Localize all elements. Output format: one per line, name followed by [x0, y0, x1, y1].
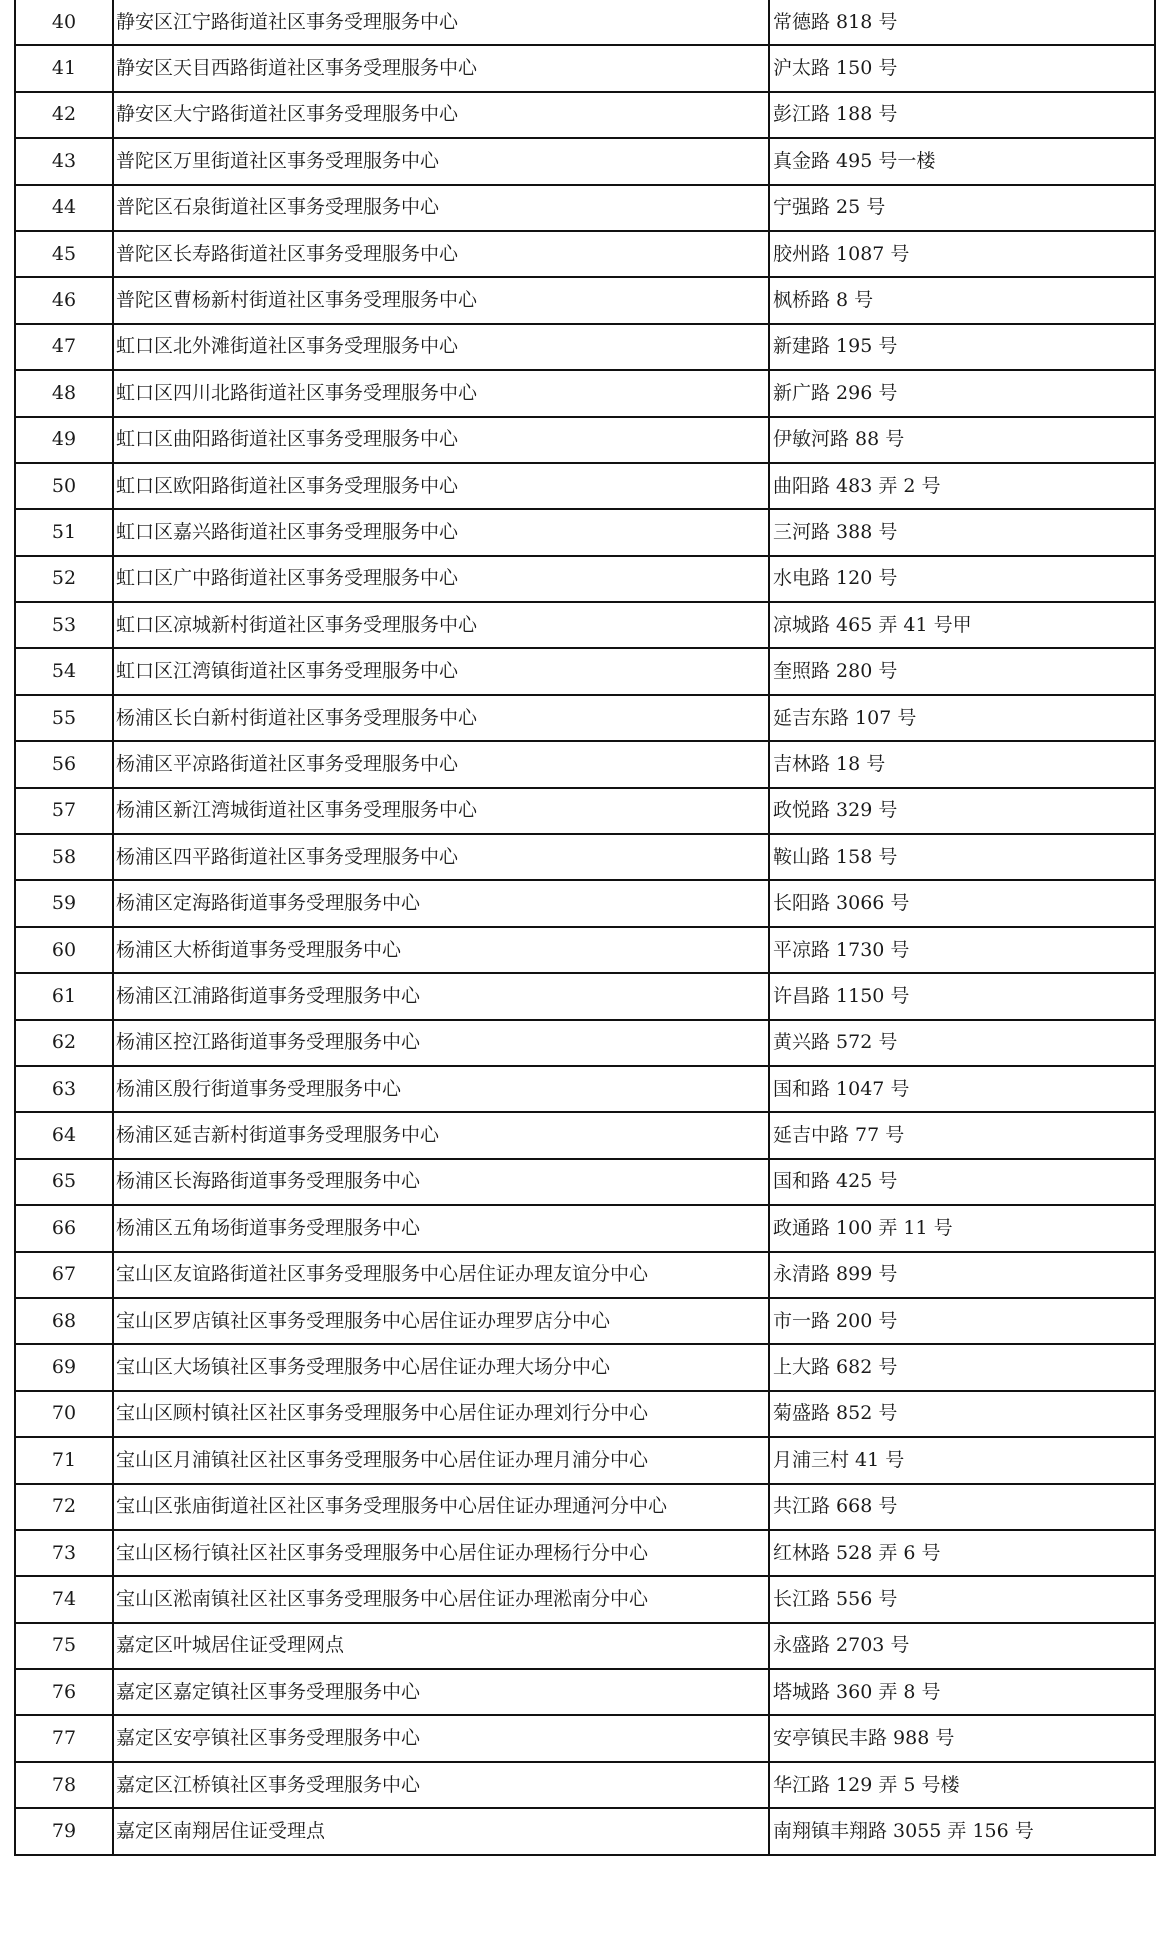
center-name-cell: 嘉定区南翔居住证受理点 — [113, 1808, 769, 1854]
row-number-cell: 79 — [15, 1808, 113, 1854]
center-name-cell: 宝山区友谊路街道社区事务受理服务中心居住证办理友谊分中心 — [113, 1252, 769, 1298]
row-number-cell: 54 — [15, 648, 113, 694]
table-row — [15, 1437, 1155, 1483]
address-cell: 鞍山路 158 号 — [769, 834, 1155, 880]
center-name-cell: 宝山区罗店镇社区事务受理服务中心居住证办理罗店分中心 — [113, 1298, 769, 1344]
center-name-cell: 普陀区长寿路街道社区事务受理服务中心 — [113, 231, 769, 277]
center-name-cell: 虹口区四川北路街道社区事务受理服务中心 — [113, 370, 769, 416]
center-name-cell: 杨浦区殷行街道事务受理服务中心 — [113, 1066, 769, 1112]
address-cell: 曲阳路 483 弄 2 号 — [769, 463, 1155, 509]
address-cell: 许昌路 1150 号 — [769, 973, 1155, 1019]
table-row — [15, 602, 1155, 648]
row-number-cell: 48 — [15, 370, 113, 416]
table-row — [15, 509, 1155, 555]
address-cell: 吉林路 18 号 — [769, 741, 1155, 787]
center-name-cell: 虹口区凉城新村街道社区事务受理服务中心 — [113, 602, 769, 648]
center-name-cell: 静安区天目西路街道社区事务受理服务中心 — [113, 45, 769, 91]
address-cell: 真金路 495 号一楼 — [769, 138, 1155, 184]
address-cell: 延吉东路 107 号 — [769, 695, 1155, 741]
table-row — [15, 185, 1155, 231]
center-name-cell: 杨浦区定海路街道事务受理服务中心 — [113, 880, 769, 926]
table-row — [15, 1391, 1155, 1437]
center-name-cell: 宝山区张庙街道社区社区事务受理服务中心居住证办理通河分中心 — [113, 1484, 769, 1530]
row-number-cell: 75 — [15, 1623, 113, 1669]
row-number-cell: 63 — [15, 1066, 113, 1112]
table-row — [15, 834, 1155, 880]
center-name-cell: 嘉定区叶城居住证受理网点 — [113, 1623, 769, 1669]
address-cell: 彭江路 188 号 — [769, 92, 1155, 138]
address-cell: 伊敏河路 88 号 — [769, 417, 1155, 463]
address-cell: 永清路 899 号 — [769, 1252, 1155, 1298]
center-name-cell: 静安区江宁路街道社区事务受理服务中心 — [113, 0, 769, 45]
address-cell: 塔城路 360 弄 8 号 — [769, 1669, 1155, 1715]
table-row — [15, 1484, 1155, 1530]
row-number-cell: 60 — [15, 927, 113, 973]
address-cell: 宁强路 25 号 — [769, 185, 1155, 231]
table-row — [15, 1066, 1155, 1112]
address-cell: 延吉中路 77 号 — [769, 1112, 1155, 1158]
row-number-cell: 64 — [15, 1112, 113, 1158]
center-name-cell: 杨浦区四平路街道社区事务受理服务中心 — [113, 834, 769, 880]
address-cell: 三河路 388 号 — [769, 509, 1155, 555]
address-cell: 沪太路 150 号 — [769, 45, 1155, 91]
table-row — [15, 741, 1155, 787]
row-number-cell: 52 — [15, 556, 113, 602]
center-name-cell: 普陀区万里街道社区事务受理服务中心 — [113, 138, 769, 184]
row-number-cell: 47 — [15, 324, 113, 370]
row-number-cell: 71 — [15, 1437, 113, 1483]
table-row — [15, 324, 1155, 370]
center-name-cell: 嘉定区江桥镇社区事务受理服务中心 — [113, 1762, 769, 1808]
address-cell: 政悦路 329 号 — [769, 788, 1155, 834]
row-number-cell: 45 — [15, 231, 113, 277]
address-cell: 常德路 818 号 — [769, 0, 1155, 45]
address-cell: 市一路 200 号 — [769, 1298, 1155, 1344]
address-cell: 枫桥路 8 号 — [769, 277, 1155, 323]
address-cell: 新广路 296 号 — [769, 370, 1155, 416]
table-row — [15, 463, 1155, 509]
center-name-cell: 普陀区曹杨新村街道社区事务受理服务中心 — [113, 277, 769, 323]
center-name-cell: 宝山区淞南镇社区社区事务受理服务中心居住证办理淞南分中心 — [113, 1576, 769, 1622]
row-number-cell: 40 — [15, 0, 113, 45]
center-name-cell: 宝山区杨行镇社区社区事务受理服务中心居住证办理杨行分中心 — [113, 1530, 769, 1576]
row-number-cell: 58 — [15, 834, 113, 880]
address-cell: 红林路 528 弄 6 号 — [769, 1530, 1155, 1576]
table-row — [15, 1298, 1155, 1344]
table-row — [15, 1159, 1155, 1205]
center-name-cell: 普陀区石泉街道社区事务受理服务中心 — [113, 185, 769, 231]
address-cell: 国和路 1047 号 — [769, 1066, 1155, 1112]
table-row — [15, 695, 1155, 741]
row-number-cell: 43 — [15, 138, 113, 184]
center-name-cell: 杨浦区延吉新村街道事务受理服务中心 — [113, 1112, 769, 1158]
row-number-cell: 66 — [15, 1205, 113, 1251]
row-number-cell: 56 — [15, 741, 113, 787]
table-row — [15, 1205, 1155, 1251]
address-cell: 南翔镇丰翔路 3055 弄 156 号 — [769, 1808, 1155, 1854]
table-row — [15, 370, 1155, 416]
row-number-cell: 78 — [15, 1762, 113, 1808]
address-cell: 上大路 682 号 — [769, 1344, 1155, 1390]
table-row — [15, 1762, 1155, 1808]
row-number-cell: 74 — [15, 1576, 113, 1622]
table-row — [15, 1020, 1155, 1066]
table-body — [15, 0, 1155, 1855]
row-number-cell: 76 — [15, 1669, 113, 1715]
row-number-cell: 73 — [15, 1530, 113, 1576]
address-cell: 黄兴路 572 号 — [769, 1020, 1155, 1066]
table-row — [15, 0, 1155, 45]
center-name-cell: 虹口区曲阳路街道社区事务受理服务中心 — [113, 417, 769, 463]
center-name-cell: 杨浦区江浦路街道事务受理服务中心 — [113, 973, 769, 1019]
row-number-cell: 67 — [15, 1252, 113, 1298]
center-name-cell: 宝山区顾村镇社区社区事务受理服务中心居住证办理刘行分中心 — [113, 1391, 769, 1437]
center-name-cell: 杨浦区控江路街道事务受理服务中心 — [113, 1020, 769, 1066]
address-cell: 平凉路 1730 号 — [769, 927, 1155, 973]
row-number-cell: 77 — [15, 1715, 113, 1761]
center-name-cell: 虹口区嘉兴路街道社区事务受理服务中心 — [113, 509, 769, 555]
center-name-cell: 宝山区大场镇社区事务受理服务中心居住证办理大场分中心 — [113, 1344, 769, 1390]
table-row — [15, 648, 1155, 694]
row-number-cell: 68 — [15, 1298, 113, 1344]
table-row — [15, 45, 1155, 91]
row-number-cell: 55 — [15, 695, 113, 741]
address-cell: 永盛路 2703 号 — [769, 1623, 1155, 1669]
row-number-cell: 57 — [15, 788, 113, 834]
center-name-cell: 杨浦区五角场街道事务受理服务中心 — [113, 1205, 769, 1251]
table-row — [15, 788, 1155, 834]
row-number-cell: 49 — [15, 417, 113, 463]
table-row — [15, 880, 1155, 926]
table-row — [15, 1808, 1155, 1854]
address-cell: 奎照路 280 号 — [769, 648, 1155, 694]
address-cell: 凉城路 465 弄 41 号甲 — [769, 602, 1155, 648]
table-row — [15, 417, 1155, 463]
row-number-cell: 65 — [15, 1159, 113, 1205]
row-number-cell: 59 — [15, 880, 113, 926]
table-row — [15, 1669, 1155, 1715]
table-row — [15, 927, 1155, 973]
center-name-cell: 宝山区月浦镇社区社区事务受理服务中心居住证办理月浦分中心 — [113, 1437, 769, 1483]
table-row — [15, 1344, 1155, 1390]
row-number-cell: 69 — [15, 1344, 113, 1390]
row-number-cell: 61 — [15, 973, 113, 1019]
center-name-cell: 杨浦区长白新村街道社区事务受理服务中心 — [113, 695, 769, 741]
table-row — [15, 138, 1155, 184]
table-row — [15, 1623, 1155, 1669]
table-row — [15, 1530, 1155, 1576]
center-name-cell: 虹口区北外滩街道社区事务受理服务中心 — [113, 324, 769, 370]
row-number-cell: 53 — [15, 602, 113, 648]
row-number-cell: 50 — [15, 463, 113, 509]
center-name-cell: 虹口区江湾镇街道社区事务受理服务中心 — [113, 648, 769, 694]
row-number-cell: 62 — [15, 1020, 113, 1066]
center-name-cell: 杨浦区长海路街道事务受理服务中心 — [113, 1159, 769, 1205]
row-number-cell: 44 — [15, 185, 113, 231]
address-cell: 安亭镇民丰路 988 号 — [769, 1715, 1155, 1761]
table-row — [15, 1715, 1155, 1761]
center-name-cell: 静安区大宁路街道社区事务受理服务中心 — [113, 92, 769, 138]
address-cell: 长阳路 3066 号 — [769, 880, 1155, 926]
table-row — [15, 556, 1155, 602]
address-cell: 月浦三村 41 号 — [769, 1437, 1155, 1483]
center-name-cell: 杨浦区平凉路街道社区事务受理服务中心 — [113, 741, 769, 787]
address-cell: 菊盛路 852 号 — [769, 1391, 1155, 1437]
row-number-cell: 51 — [15, 509, 113, 555]
document-page — [14, 0, 1156, 1856]
row-number-cell: 41 — [15, 45, 113, 91]
address-cell: 胶州路 1087 号 — [769, 231, 1155, 277]
address-cell: 华江路 129 弄 5 号楼 — [769, 1762, 1155, 1808]
row-number-cell: 70 — [15, 1391, 113, 1437]
center-name-cell: 杨浦区大桥街道事务受理服务中心 — [113, 927, 769, 973]
center-name-cell: 嘉定区嘉定镇社区事务受理服务中心 — [113, 1669, 769, 1715]
center-name-cell: 嘉定区安亭镇社区事务受理服务中心 — [113, 1715, 769, 1761]
address-cell: 政通路 100 弄 11 号 — [769, 1205, 1155, 1251]
table-row — [15, 1576, 1155, 1622]
table-row — [15, 277, 1155, 323]
address-cell: 共江路 668 号 — [769, 1484, 1155, 1530]
table-row — [15, 1252, 1155, 1298]
address-cell: 水电路 120 号 — [769, 556, 1155, 602]
address-cell: 新建路 195 号 — [769, 324, 1155, 370]
center-name-cell: 杨浦区新江湾城街道社区事务受理服务中心 — [113, 788, 769, 834]
service-center-table — [14, 0, 1156, 1856]
center-name-cell: 虹口区欧阳路街道社区事务受理服务中心 — [113, 463, 769, 509]
table-row — [15, 1112, 1155, 1158]
address-cell: 国和路 425 号 — [769, 1159, 1155, 1205]
table-row — [15, 231, 1155, 277]
center-name-cell: 虹口区广中路街道社区事务受理服务中心 — [113, 556, 769, 602]
address-cell: 长江路 556 号 — [769, 1576, 1155, 1622]
row-number-cell: 42 — [15, 92, 113, 138]
table-row — [15, 92, 1155, 138]
row-number-cell: 72 — [15, 1484, 113, 1530]
table-row — [15, 973, 1155, 1019]
row-number-cell: 46 — [15, 277, 113, 323]
